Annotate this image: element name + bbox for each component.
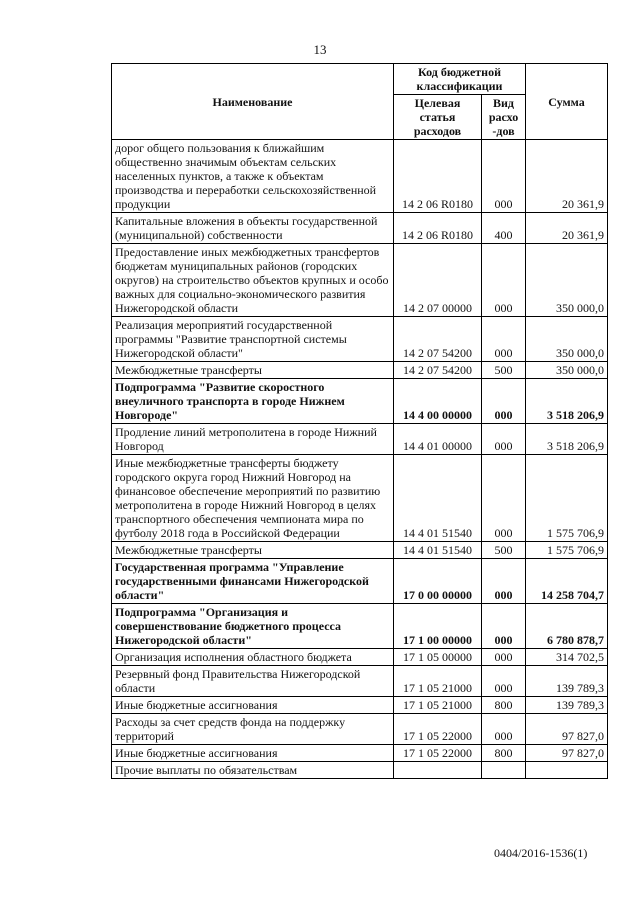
header-kind: Вид расхо -дов [482, 95, 526, 140]
cell-sum: 1 575 706,9 [526, 455, 608, 542]
table-row [112, 362, 608, 379]
cell-code: 17 0 00 00000 [394, 559, 482, 604]
cell-sum: 97 827,0 [526, 714, 608, 745]
cell-kind: 000 [482, 379, 526, 424]
cell-kind: 000 [482, 666, 526, 697]
table-row [112, 140, 608, 213]
cell-kind: 800 [482, 745, 526, 762]
cell-name: Продление линий метрополитена в городе Нижний Новгород [112, 424, 394, 455]
cell-name: Организация исполнения областного бюджета [112, 649, 394, 666]
cell-sum: 139 789,3 [526, 666, 608, 697]
cell-code: 17 1 05 21000 [394, 666, 482, 697]
cell-name: Межбюджетные трансферты [112, 362, 394, 379]
table-row [112, 213, 608, 244]
table-row [112, 745, 608, 762]
cell-kind [482, 762, 526, 779]
cell-code: 14 4 01 51540 [394, 542, 482, 559]
cell-sum: 350 000,0 [526, 244, 608, 317]
cell-kind: 000 [482, 140, 526, 213]
cell-code: 17 1 05 00000 [394, 649, 482, 666]
cell-code [394, 762, 482, 779]
cell-kind: 000 [482, 455, 526, 542]
table-row [112, 542, 608, 559]
table-row [112, 559, 608, 604]
cell-sum: 14 258 704,7 [526, 559, 608, 604]
cell-name: дорог общего пользования к ближайшим общественно значимым объектам сельских населенных пунктов, а также к объектам производства и переработки сельскохозяйственной продукции [112, 140, 394, 213]
cell-kind: 800 [482, 697, 526, 714]
cell-name: Подпрограмма "Организация и совершенствование бюджетного процесса Нижегородской области" [112, 604, 394, 649]
cell-code: 17 1 05 22000 [394, 745, 482, 762]
cell-name: Иные бюджетные ассигнования [112, 745, 394, 762]
table-row [112, 714, 608, 745]
cell-name: Межбюджетные трансферты [112, 542, 394, 559]
cell-name: Государственная программа "Управление государственными финансами Нижегородской области" [112, 559, 394, 604]
table-row [112, 455, 608, 542]
header-name: Наименование [112, 64, 394, 140]
cell-name: Прочие выплаты по обязательствам [112, 762, 394, 779]
cell-sum [526, 762, 608, 779]
cell-code: 14 2 07 54200 [394, 362, 482, 379]
cell-name: Резервный фонд Правительства Нижегородской области [112, 666, 394, 697]
cell-sum: 350 000,0 [526, 362, 608, 379]
table-row [112, 424, 608, 455]
table-row [112, 697, 608, 714]
cell-name: Расходы за счет средств фонда на поддержку территорий [112, 714, 394, 745]
cell-sum: 314 702,5 [526, 649, 608, 666]
cell-code: 14 4 01 00000 [394, 424, 482, 455]
cell-code: 14 2 06 R0180 [394, 213, 482, 244]
cell-kind: 000 [482, 317, 526, 362]
cell-name: Предоставление иных межбюджетных трансфертов бюджетам муниципальных районов (городских округов) на строительство объектов крупных и особо важных для социально-экономического развития Нижегородской области [112, 244, 394, 317]
cell-sum: 3 518 206,9 [526, 424, 608, 455]
document-code: 0404/2016-1536(1) [494, 846, 588, 860]
cell-name: Подпрограмма "Развитие скоростного внеуличного транспорта в городе Нижнем Новгороде" [112, 379, 394, 424]
cell-kind: 000 [482, 244, 526, 317]
cell-code: 14 4 00 00000 [394, 379, 482, 424]
cell-kind: 400 [482, 213, 526, 244]
table-row [112, 604, 608, 649]
cell-code: 14 2 07 54200 [394, 317, 482, 362]
cell-sum: 350 000,0 [526, 317, 608, 362]
cell-kind: 500 [482, 542, 526, 559]
table-row [112, 762, 608, 779]
header-row-top [112, 64, 608, 95]
cell-name: Реализация мероприятий государственной программы "Развитие транспортной системы Нижегородской области" [112, 317, 394, 362]
cell-code: 17 1 05 21000 [394, 697, 482, 714]
cell-code: 14 2 06 R0180 [394, 140, 482, 213]
header-target: Целевая статья расходов [394, 95, 482, 140]
table-row [112, 649, 608, 666]
table-row [112, 379, 608, 424]
cell-sum: 20 361,9 [526, 213, 608, 244]
cell-sum: 20 361,9 [526, 140, 608, 213]
cell-sum: 6 780 878,7 [526, 604, 608, 649]
table-row [112, 317, 608, 362]
cell-kind: 000 [482, 714, 526, 745]
cell-sum: 1 575 706,9 [526, 542, 608, 559]
cell-code: 17 1 00 00000 [394, 604, 482, 649]
cell-code: 17 1 05 22000 [394, 714, 482, 745]
header-sum: Сумма [526, 64, 608, 140]
cell-name: Иные бюджетные ассигнования [112, 697, 394, 714]
cell-sum: 97 827,0 [526, 745, 608, 762]
cell-code: 14 2 07 00000 [394, 244, 482, 317]
cell-sum: 3 518 206,9 [526, 379, 608, 424]
cell-kind: 000 [482, 604, 526, 649]
cell-kind: 000 [482, 649, 526, 666]
cell-kind: 000 [482, 424, 526, 455]
cell-sum: 139 789,3 [526, 697, 608, 714]
header-code-group: Код бюджетной классификации [394, 64, 526, 95]
budget-table [111, 63, 608, 779]
cell-kind: 000 [482, 559, 526, 604]
table-row [112, 244, 608, 317]
page-number: 13 [313, 42, 327, 57]
cell-kind: 500 [482, 362, 526, 379]
cell-code: 14 4 01 51540 [394, 455, 482, 542]
cell-name: Капитальные вложения в объекты государственной (муниципальной) собственности [112, 213, 394, 244]
cell-name: Иные межбюджетные трансферты бюджету городского округа город Нижний Новгород на финансовое обеспечение мероприятий по развитию метрополитена в городе Нижний Новгород в целях транспортного обеспечения чемпионата мира по футболу 2018 года в Российской Федерации [112, 455, 394, 542]
table-row [112, 666, 608, 697]
